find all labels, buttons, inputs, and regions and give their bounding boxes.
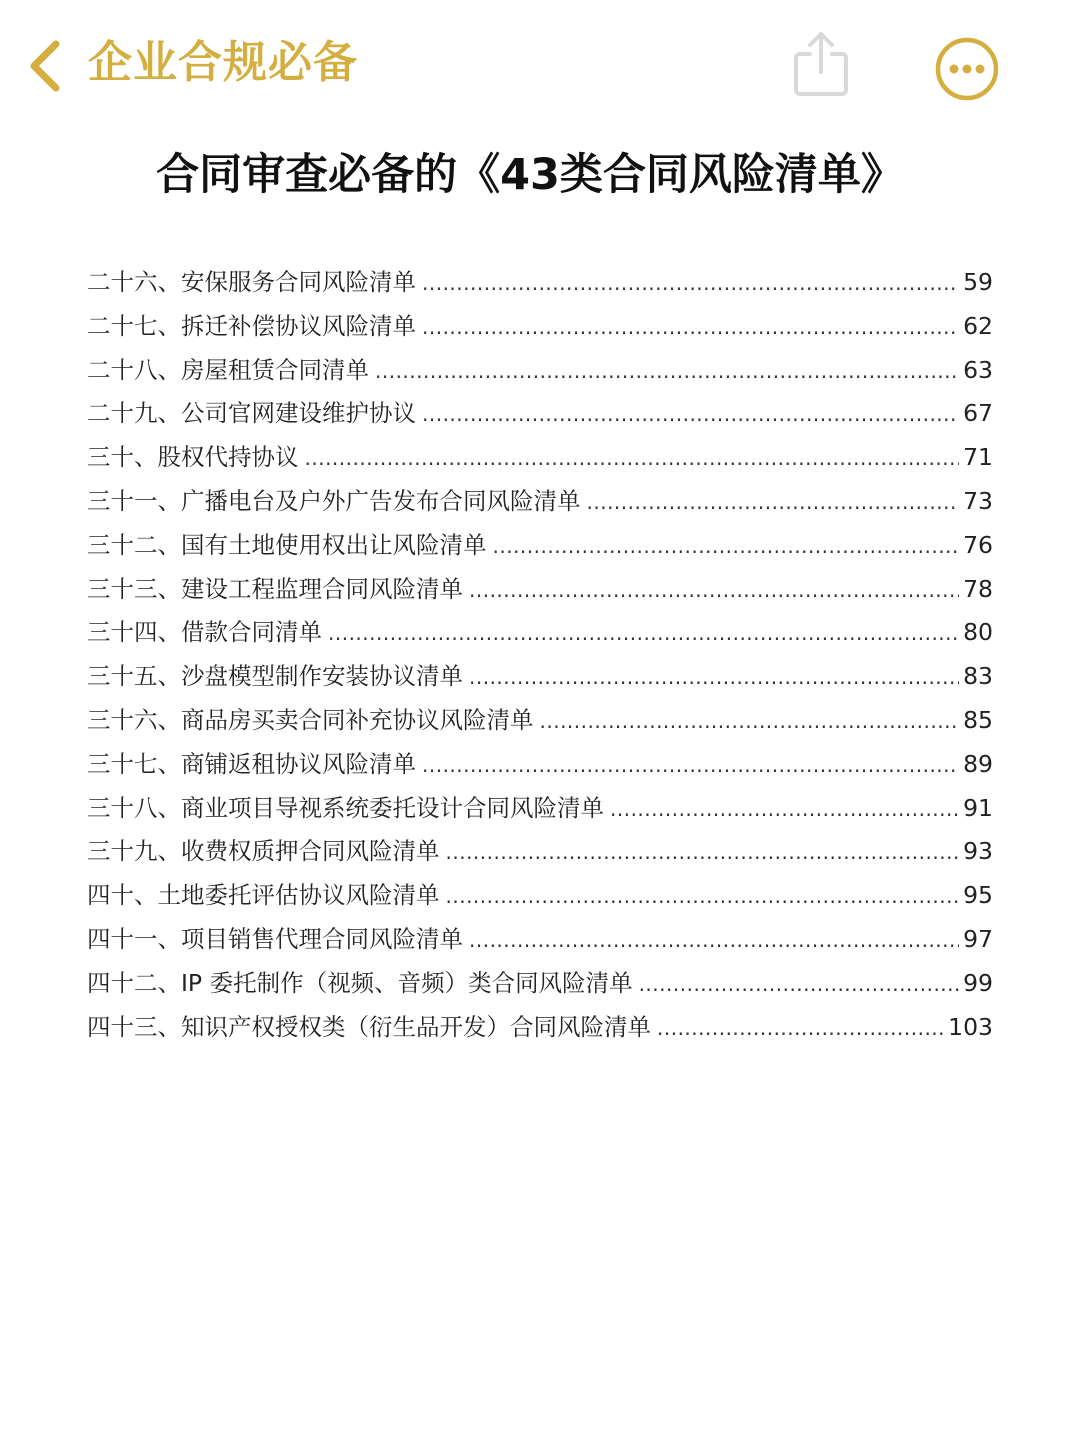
toc-entry[interactable] xyxy=(87,962,993,1006)
toc-entry[interactable] xyxy=(87,568,993,612)
share-button[interactable] xyxy=(790,28,852,100)
toc-dot-leader xyxy=(305,437,960,481)
toc-entry[interactable] xyxy=(87,699,993,743)
toc-entry-page-number: 89 xyxy=(963,749,993,778)
toc-dot-leader xyxy=(540,700,960,744)
toc-entry-label: 三十六、商品房买卖合同补充协议风险清单 xyxy=(87,705,534,734)
document-title: 合同审查必备的《43类合同风险清单》 xyxy=(156,150,904,200)
toc-dot-leader xyxy=(375,350,959,394)
toc-dot-leader xyxy=(493,525,960,569)
nav-bar xyxy=(0,0,1080,130)
toc-entry-page-number: 97 xyxy=(963,924,993,953)
toc-entry-page-number: 83 xyxy=(963,662,993,691)
toc-entry-page-number: 71 xyxy=(963,443,993,472)
toc-entry[interactable] xyxy=(87,349,993,393)
toc-dot-leader xyxy=(422,393,959,437)
toc-entry-label: 四十一、项目销售代理合同风险清单 xyxy=(87,924,463,953)
toc-dot-leader xyxy=(469,656,959,700)
toc-entry[interactable] xyxy=(87,874,993,918)
share-icon xyxy=(790,28,852,100)
toc-dot-leader xyxy=(422,262,959,306)
toc-entry-label: 二十八、房屋租赁合同清单 xyxy=(87,355,369,384)
toc-dot-leader xyxy=(446,831,960,875)
toc-entry[interactable] xyxy=(87,611,993,655)
toc-entry[interactable] xyxy=(87,305,993,349)
toc-entry-page-number: 73 xyxy=(963,486,993,515)
toc-entry-label: 三十一、广播电台及户外广告发布合同风险清单 xyxy=(87,486,581,515)
toc-entry-label: 二十六、安保服务合同风险清单 xyxy=(87,268,416,296)
toc-entry[interactable] xyxy=(87,830,993,874)
toc-entry-page-number: 78 xyxy=(963,574,993,603)
toc-entry[interactable] xyxy=(87,918,993,962)
toc-entry-page-number: 59 xyxy=(963,268,993,296)
toc-entry-label: 三十四、借款合同清单 xyxy=(87,618,322,647)
toc-dot-leader xyxy=(469,569,959,613)
toc-entry-label: 三十九、收费权质押合同风险清单 xyxy=(87,837,440,866)
toc-entry-page-number: 67 xyxy=(963,399,993,428)
toc-entry-page-number: 95 xyxy=(963,881,993,910)
toc-entry-page-number: 93 xyxy=(963,837,993,866)
toc-entry-label: 三十二、国有土地使用权出让风险清单 xyxy=(87,530,487,559)
toc-entry[interactable] xyxy=(87,787,993,831)
toc-dot-leader xyxy=(446,875,960,919)
toc-entry[interactable] xyxy=(87,480,993,524)
toc-dot-leader xyxy=(639,963,960,1007)
table-of-contents xyxy=(87,261,993,1049)
toc-entry-label: 三十八、商业项目导视系统委托设计合同风险清单 xyxy=(87,793,604,822)
more-dots-icon xyxy=(934,36,1000,102)
toc-entry-label: 二十七、拆迁补偿协议风险清单 xyxy=(87,311,416,340)
toc-entry-page-number: 76 xyxy=(963,530,993,559)
toc-entry-label: 三十三、建设工程监理合同风险清单 xyxy=(87,574,463,603)
toc-entry-label: 四十二、IP 委托制作（视频、音频）类合同风险清单 xyxy=(87,968,633,997)
toc-entry-label: 四十三、知识产权授权类（衍生品开发）合同风险清单 xyxy=(87,1012,651,1041)
toc-dot-leader xyxy=(610,788,959,832)
toc-entry-page-number: 91 xyxy=(963,793,993,822)
toc-entry-label: 四十、土地委托评估协议风险清单 xyxy=(87,881,440,910)
back-button[interactable] xyxy=(22,30,72,100)
toc-dot-leader xyxy=(328,612,959,656)
chevron-left-icon xyxy=(22,30,72,100)
toc-entry[interactable] xyxy=(87,524,993,568)
toc-entry[interactable] xyxy=(87,655,993,699)
toc-entry[interactable] xyxy=(87,392,993,436)
toc-dot-leader xyxy=(422,306,959,350)
toc-entry[interactable] xyxy=(87,1006,993,1050)
toc-entry-page-number: 80 xyxy=(963,618,993,647)
toc-entry-page-number: 99 xyxy=(963,968,993,997)
toc-entry-page-number: 85 xyxy=(963,705,993,734)
toc-entry-label: 三十七、商铺返租协议风险清单 xyxy=(87,749,416,778)
more-button[interactable] xyxy=(934,36,1000,102)
toc-entry[interactable] xyxy=(87,261,993,305)
toc-entry[interactable] xyxy=(87,743,993,787)
toc-entry-label: 三十、股权代持协议 xyxy=(87,443,299,472)
toc-dot-leader xyxy=(657,1007,944,1051)
toc-entry-page-number: 63 xyxy=(963,355,993,384)
toc-entry-page-number: 103 xyxy=(948,1012,993,1041)
toc-entry[interactable] xyxy=(87,436,993,480)
toc-dot-leader xyxy=(587,481,960,525)
nav-title: 企业合规必备 xyxy=(88,37,358,88)
toc-dot-leader xyxy=(422,744,959,788)
toc-entry-page-number: 62 xyxy=(963,311,993,340)
toc-dot-leader xyxy=(469,919,959,963)
toc-entry-label: 二十九、公司官网建设维护协议 xyxy=(87,399,416,428)
toc-entry-label: 三十五、沙盘模型制作安装协议清单 xyxy=(87,662,463,691)
